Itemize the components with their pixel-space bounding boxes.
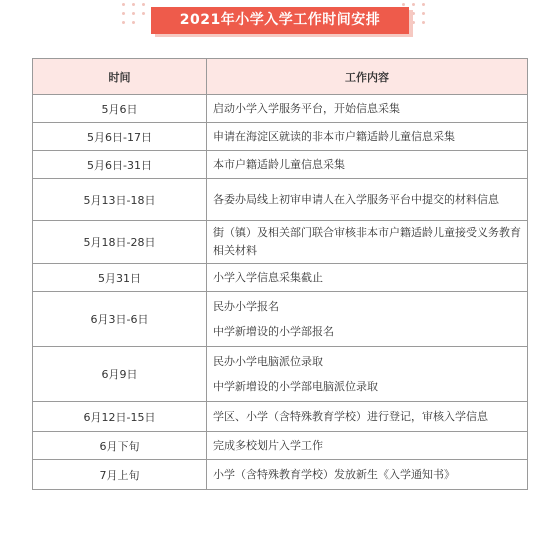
table-row bbox=[33, 221, 528, 264]
cell-work bbox=[207, 179, 528, 221]
cell-time: 5月6日-31日 bbox=[33, 151, 207, 179]
work-item: 小学入学信息采集截止 bbox=[213, 270, 323, 284]
work-item: 民办小学电脑派位录取 bbox=[213, 354, 323, 368]
cell-work bbox=[207, 221, 528, 264]
schedule-table bbox=[32, 58, 528, 490]
table-row bbox=[33, 460, 528, 490]
work-item: 中学新增设的小学部报名 bbox=[213, 324, 334, 338]
cell-time: 6月3日-6日 bbox=[33, 292, 207, 347]
table-row bbox=[33, 432, 528, 460]
table-row bbox=[33, 179, 528, 221]
work-item: 各委办局线上初审申请人在入学服务平台中提交的材料信息 bbox=[213, 192, 499, 206]
cell-time: 6月9日 bbox=[33, 347, 207, 402]
cell-work bbox=[207, 264, 528, 292]
cell-work bbox=[207, 151, 528, 179]
cell-work bbox=[207, 432, 528, 460]
cell-time: 6月下旬 bbox=[33, 432, 207, 460]
table-row bbox=[33, 151, 528, 179]
work-item: 民办小学报名 bbox=[213, 299, 279, 313]
work-item: 启动小学入学服务平台，开始信息采集 bbox=[213, 101, 400, 115]
cell-work bbox=[207, 347, 528, 402]
work-item: 中学新增设的小学部电脑派位录取 bbox=[213, 379, 378, 393]
table-row bbox=[33, 347, 528, 402]
title-banner bbox=[0, 7, 550, 37]
table-row bbox=[33, 402, 528, 432]
cell-work bbox=[207, 292, 528, 347]
table-row bbox=[33, 292, 528, 347]
cell-time: 5月18日-28日 bbox=[33, 221, 207, 264]
table-row bbox=[33, 123, 528, 151]
work-item: 完成多校划片入学工作 bbox=[213, 438, 323, 452]
work-item: 学区、小学（含特殊教育学校）进行登记，审核入学信息 bbox=[213, 409, 488, 423]
table-row bbox=[33, 264, 528, 292]
cell-time: 6月12日-15日 bbox=[33, 402, 207, 432]
cell-time: 5月13日-18日 bbox=[33, 179, 207, 221]
work-item: 本市户籍适龄儿童信息采集 bbox=[213, 157, 345, 171]
page-title: 2021年小学入学工作时间安排 bbox=[151, 7, 409, 34]
header-time: 时间 bbox=[33, 59, 207, 95]
work-item: 街（镇）及相关部门联合审核非本市户籍适龄儿童接受义务教育相关材料 bbox=[213, 226, 521, 257]
cell-time: 7月上旬 bbox=[33, 460, 207, 490]
work-item: 小学（含特殊教育学校）发放新生《入学通知书》 bbox=[213, 467, 455, 481]
cell-work bbox=[207, 95, 528, 123]
cell-time: 5月6日 bbox=[33, 95, 207, 123]
cell-time: 5月6日-17日 bbox=[33, 123, 207, 151]
table-header-row bbox=[33, 59, 528, 95]
work-item: 申请在海淀区就读的非本市户籍适龄儿童信息采集 bbox=[213, 129, 455, 143]
cell-work bbox=[207, 402, 528, 432]
cell-work bbox=[207, 123, 528, 151]
table-row bbox=[33, 95, 528, 123]
header-work: 工作内容 bbox=[207, 59, 528, 95]
cell-time: 5月31日 bbox=[33, 264, 207, 292]
cell-work bbox=[207, 460, 528, 490]
